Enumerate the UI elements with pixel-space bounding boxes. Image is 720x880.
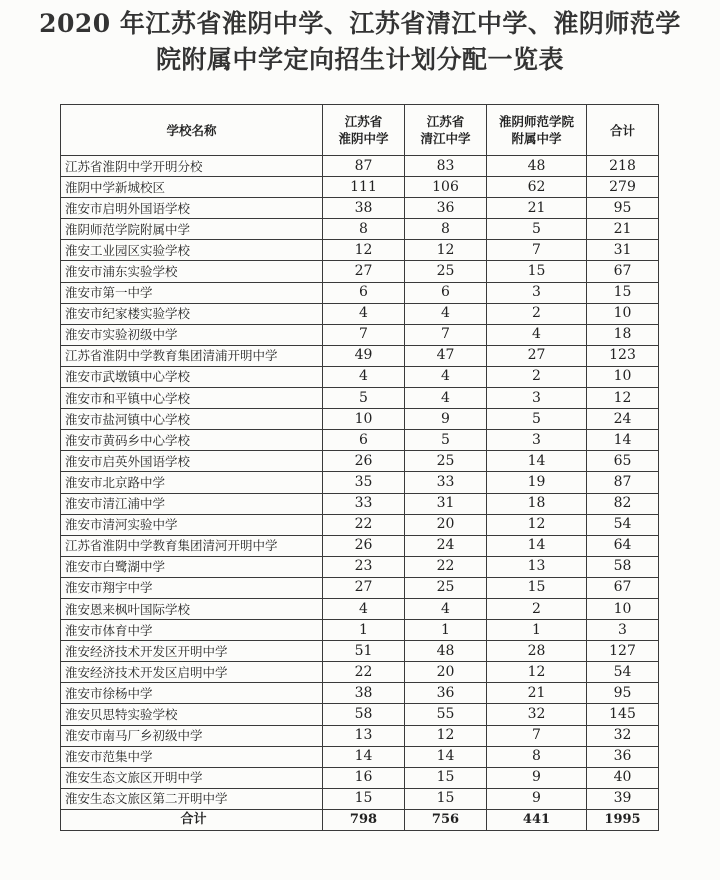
affiliated-quota-cell: 15 xyxy=(487,261,587,282)
school-name-cell: 淮安市范集中学 xyxy=(61,746,323,767)
row-total-cell: 87 xyxy=(587,472,659,493)
table-row xyxy=(61,788,659,809)
row-total-cell: 123 xyxy=(587,345,659,366)
header-line: 江苏省 xyxy=(344,114,383,129)
table-row xyxy=(61,746,659,767)
school-name-cell: 淮安市北京路中学 xyxy=(61,472,323,493)
table-row xyxy=(61,683,659,704)
qingjiang-quota-cell: 83 xyxy=(405,156,487,177)
table-row xyxy=(61,324,659,345)
school-name-cell: 淮安市清江浦中学 xyxy=(61,493,323,514)
school-name-cell: 淮安市武墩镇中心学校 xyxy=(61,366,323,387)
qingjiang-quota-cell: 1 xyxy=(405,620,487,641)
affiliated-quota-cell: 5 xyxy=(487,409,587,430)
header-normal-university-affiliated xyxy=(487,105,587,156)
affiliated-quota-cell: 12 xyxy=(487,662,587,683)
row-total-cell: 54 xyxy=(587,514,659,535)
qingjiang-quota-cell: 4 xyxy=(405,366,487,387)
header-line: 清江中学 xyxy=(420,131,471,146)
row-total-cell: 10 xyxy=(587,303,659,324)
affiliated-quota-cell: 5 xyxy=(487,219,587,240)
qingjiang-quota-cell: 25 xyxy=(405,261,487,282)
qingjiang-quota-cell: 4 xyxy=(405,388,487,409)
huaiyin-quota-cell: 7 xyxy=(323,324,405,345)
school-name-cell: 淮安市翔宇中学 xyxy=(61,577,323,598)
school-name-cell: 淮安工业园区实验学校 xyxy=(61,240,323,261)
row-total-cell: 279 xyxy=(587,177,659,198)
school-name-cell: 江苏省淮阴中学教育集团清河开明中学 xyxy=(61,535,323,556)
qingjiang-quota-cell: 20 xyxy=(405,514,487,535)
school-name-cell: 淮安市徐杨中学 xyxy=(61,683,323,704)
row-total-cell: 218 xyxy=(587,156,659,177)
qingjiang-quota-cell: 4 xyxy=(405,303,487,324)
row-total-cell: 64 xyxy=(587,535,659,556)
qingjiang-quota-cell: 12 xyxy=(405,240,487,261)
qingjiang-quota-cell: 31 xyxy=(405,493,487,514)
affiliated-quota-cell: 14 xyxy=(487,451,587,472)
affiliated-quota-cell: 2 xyxy=(487,366,587,387)
row-total-cell: 10 xyxy=(587,598,659,619)
qingjiang-quota-cell: 55 xyxy=(405,704,487,725)
huaiyin-quota-cell: 23 xyxy=(323,556,405,577)
header-line: 淮阴师范学院 xyxy=(498,114,574,129)
affiliated-quota-cell: 15 xyxy=(487,577,587,598)
huaiyin-quota-cell: 1 xyxy=(323,620,405,641)
row-total-cell: 18 xyxy=(587,324,659,345)
affiliated-quota-cell: 9 xyxy=(487,788,587,809)
header-huaiyin-middle-school xyxy=(323,105,405,156)
table-row xyxy=(61,493,659,514)
huaiyin-quota-cell: 5 xyxy=(323,388,405,409)
school-name-cell: 江苏省淮阴中学教育集团清浦开明中学 xyxy=(61,345,323,366)
affiliated-quota-cell: 62 xyxy=(487,177,587,198)
table-row xyxy=(61,641,659,662)
table-row xyxy=(61,366,659,387)
school-name-cell: 淮安经济技术开发区开明中学 xyxy=(61,641,323,662)
table-row xyxy=(61,261,659,282)
table-row xyxy=(61,177,659,198)
huaiyin-quota-cell: 51 xyxy=(323,641,405,662)
qingjiang-quota-cell: 5 xyxy=(405,430,487,451)
row-total-cell: 67 xyxy=(587,261,659,282)
affiliated-quota-cell: 28 xyxy=(487,641,587,662)
affiliated-quota-cell: 19 xyxy=(487,472,587,493)
huaiyin-quota-cell: 6 xyxy=(323,282,405,303)
row-total-cell: 12 xyxy=(587,388,659,409)
row-total-cell: 67 xyxy=(587,577,659,598)
huaiyin-quota-cell: 12 xyxy=(323,240,405,261)
table-row xyxy=(61,472,659,493)
row-total-cell: 65 xyxy=(587,451,659,472)
table-row xyxy=(61,620,659,641)
table-row xyxy=(61,451,659,472)
affiliated-quota-cell: 12 xyxy=(487,514,587,535)
totals-affiliated: 441 xyxy=(487,809,587,830)
huaiyin-quota-cell: 49 xyxy=(323,345,405,366)
table-row xyxy=(61,662,659,683)
table-row xyxy=(61,577,659,598)
school-name-cell: 淮安贝思特实验学校 xyxy=(61,704,323,725)
school-name-cell: 淮安市浦东实验学校 xyxy=(61,261,323,282)
qingjiang-quota-cell: 24 xyxy=(405,535,487,556)
affiliated-quota-cell: 32 xyxy=(487,704,587,725)
table-row xyxy=(61,388,659,409)
school-name-cell: 淮阴师范学院附属中学 xyxy=(61,219,323,240)
huaiyin-quota-cell: 26 xyxy=(323,535,405,556)
school-name-cell: 淮安市第一中学 xyxy=(61,282,323,303)
affiliated-quota-cell: 13 xyxy=(487,556,587,577)
huaiyin-quota-cell: 16 xyxy=(323,767,405,788)
huaiyin-quota-cell: 22 xyxy=(323,662,405,683)
qingjiang-quota-cell: 12 xyxy=(405,725,487,746)
header-total: 合计 xyxy=(587,105,659,156)
row-total-cell: 40 xyxy=(587,767,659,788)
school-name-cell: 淮安市和平镇中心学校 xyxy=(61,388,323,409)
qingjiang-quota-cell: 33 xyxy=(405,472,487,493)
qingjiang-quota-cell: 8 xyxy=(405,219,487,240)
table-row xyxy=(61,282,659,303)
school-name-cell: 淮安市实验初级中学 xyxy=(61,324,323,345)
huaiyin-quota-cell: 38 xyxy=(323,198,405,219)
totals-grand: 1995 xyxy=(587,809,659,830)
title-line-2: 院附属中学定向招生计划分配一览表 xyxy=(155,45,564,74)
affiliated-quota-cell: 3 xyxy=(487,282,587,303)
row-total-cell: 82 xyxy=(587,493,659,514)
qingjiang-quota-cell: 36 xyxy=(405,683,487,704)
school-name-cell: 淮安市南马厂乡初级中学 xyxy=(61,725,323,746)
row-total-cell: 31 xyxy=(587,240,659,261)
qingjiang-quota-cell: 9 xyxy=(405,409,487,430)
table-header-row xyxy=(61,105,659,156)
table-row xyxy=(61,556,659,577)
huaiyin-quota-cell: 27 xyxy=(323,577,405,598)
totals-label: 合计 xyxy=(61,809,323,830)
huaiyin-quota-cell: 4 xyxy=(323,598,405,619)
school-name-cell: 淮安市盐河镇中心学校 xyxy=(61,409,323,430)
huaiyin-quota-cell: 4 xyxy=(323,366,405,387)
school-name-cell: 淮安市纪家楼实验学校 xyxy=(61,303,323,324)
affiliated-quota-cell: 21 xyxy=(487,198,587,219)
row-total-cell: 15 xyxy=(587,282,659,303)
huaiyin-quota-cell: 38 xyxy=(323,683,405,704)
totals-huaiyin: 798 xyxy=(323,809,405,830)
school-name-cell: 淮安市黄码乡中心学校 xyxy=(61,430,323,451)
qingjiang-quota-cell: 47 xyxy=(405,345,487,366)
qingjiang-quota-cell: 6 xyxy=(405,282,487,303)
row-total-cell: 32 xyxy=(587,725,659,746)
row-total-cell: 58 xyxy=(587,556,659,577)
row-total-cell: 145 xyxy=(587,704,659,725)
document-title xyxy=(20,6,700,78)
affiliated-quota-cell: 9 xyxy=(487,767,587,788)
huaiyin-quota-cell: 14 xyxy=(323,746,405,767)
qingjiang-quota-cell: 25 xyxy=(405,577,487,598)
affiliated-quota-cell: 4 xyxy=(487,324,587,345)
school-name-cell: 淮安生态文旅区开明中学 xyxy=(61,767,323,788)
header-line: 淮阴中学 xyxy=(338,131,389,146)
school-name-cell: 江苏省淮阴中学开明分校 xyxy=(61,156,323,177)
qingjiang-quota-cell: 15 xyxy=(405,767,487,788)
row-total-cell: 39 xyxy=(587,788,659,809)
school-name-cell: 淮阴中学新城校区 xyxy=(61,177,323,198)
affiliated-quota-cell: 7 xyxy=(487,240,587,261)
header-line: 江苏省 xyxy=(426,114,465,129)
huaiyin-quota-cell: 8 xyxy=(323,219,405,240)
qingjiang-quota-cell: 22 xyxy=(405,556,487,577)
affiliated-quota-cell: 3 xyxy=(487,388,587,409)
table-row xyxy=(61,535,659,556)
affiliated-quota-cell: 1 xyxy=(487,620,587,641)
huaiyin-quota-cell: 10 xyxy=(323,409,405,430)
table-row xyxy=(61,704,659,725)
school-name-cell: 淮安市体育中学 xyxy=(61,620,323,641)
header-school-name: 学校名称 xyxy=(61,105,323,156)
row-total-cell: 127 xyxy=(587,641,659,662)
table-row xyxy=(61,198,659,219)
affiliated-quota-cell: 7 xyxy=(487,725,587,746)
huaiyin-quota-cell: 111 xyxy=(323,177,405,198)
affiliated-quota-cell: 3 xyxy=(487,430,587,451)
qingjiang-quota-cell: 48 xyxy=(405,641,487,662)
table-row xyxy=(61,345,659,366)
header-line: 附属中学 xyxy=(511,131,562,146)
allocation-table xyxy=(60,104,659,831)
row-total-cell: 3 xyxy=(587,620,659,641)
affiliated-quota-cell: 2 xyxy=(487,598,587,619)
qingjiang-quota-cell: 15 xyxy=(405,788,487,809)
huaiyin-quota-cell: 22 xyxy=(323,514,405,535)
title-line-1: 2020 年江苏省淮阴中学、江苏省清江中学、淮阴师范学 xyxy=(39,9,681,38)
affiliated-quota-cell: 21 xyxy=(487,683,587,704)
huaiyin-quota-cell: 27 xyxy=(323,261,405,282)
school-name-cell: 淮安恩来枫叶国际学校 xyxy=(61,598,323,619)
affiliated-quota-cell: 2 xyxy=(487,303,587,324)
huaiyin-quota-cell: 35 xyxy=(323,472,405,493)
table-row xyxy=(61,514,659,535)
table-row xyxy=(61,409,659,430)
school-name-cell: 淮安市白鹭湖中学 xyxy=(61,556,323,577)
table-row xyxy=(61,240,659,261)
row-total-cell: 14 xyxy=(587,430,659,451)
affiliated-quota-cell: 8 xyxy=(487,746,587,767)
affiliated-quota-cell: 18 xyxy=(487,493,587,514)
table-row xyxy=(61,303,659,324)
qingjiang-quota-cell: 25 xyxy=(405,451,487,472)
huaiyin-quota-cell: 4 xyxy=(323,303,405,324)
huaiyin-quota-cell: 26 xyxy=(323,451,405,472)
table-body xyxy=(61,156,659,810)
row-total-cell: 10 xyxy=(587,366,659,387)
totals-row xyxy=(61,809,659,830)
school-name-cell: 淮安市清河实验中学 xyxy=(61,514,323,535)
table-row xyxy=(61,219,659,240)
row-total-cell: 21 xyxy=(587,219,659,240)
huaiyin-quota-cell: 15 xyxy=(323,788,405,809)
school-name-cell: 淮安市启英外国语学校 xyxy=(61,451,323,472)
row-total-cell: 24 xyxy=(587,409,659,430)
affiliated-quota-cell: 48 xyxy=(487,156,587,177)
huaiyin-quota-cell: 6 xyxy=(323,430,405,451)
qingjiang-quota-cell: 36 xyxy=(405,198,487,219)
huaiyin-quota-cell: 13 xyxy=(323,725,405,746)
school-name-cell: 淮安市启明外国语学校 xyxy=(61,198,323,219)
qingjiang-quota-cell: 106 xyxy=(405,177,487,198)
row-total-cell: 95 xyxy=(587,198,659,219)
school-name-cell: 淮安经济技术开发区启明中学 xyxy=(61,662,323,683)
table-row xyxy=(61,767,659,788)
huaiyin-quota-cell: 87 xyxy=(323,156,405,177)
table-row xyxy=(61,156,659,177)
header-qingjiang-middle-school xyxy=(405,105,487,156)
totals-qingjiang: 756 xyxy=(405,809,487,830)
huaiyin-quota-cell: 33 xyxy=(323,493,405,514)
huaiyin-quota-cell: 58 xyxy=(323,704,405,725)
qingjiang-quota-cell: 20 xyxy=(405,662,487,683)
table-row xyxy=(61,598,659,619)
affiliated-quota-cell: 14 xyxy=(487,535,587,556)
qingjiang-quota-cell: 4 xyxy=(405,598,487,619)
table-row xyxy=(61,430,659,451)
qingjiang-quota-cell: 7 xyxy=(405,324,487,345)
row-total-cell: 95 xyxy=(587,683,659,704)
row-total-cell: 54 xyxy=(587,662,659,683)
qingjiang-quota-cell: 14 xyxy=(405,746,487,767)
row-total-cell: 36 xyxy=(587,746,659,767)
affiliated-quota-cell: 27 xyxy=(487,345,587,366)
table-row xyxy=(61,725,659,746)
school-name-cell: 淮安生态文旅区第二开明中学 xyxy=(61,788,323,809)
